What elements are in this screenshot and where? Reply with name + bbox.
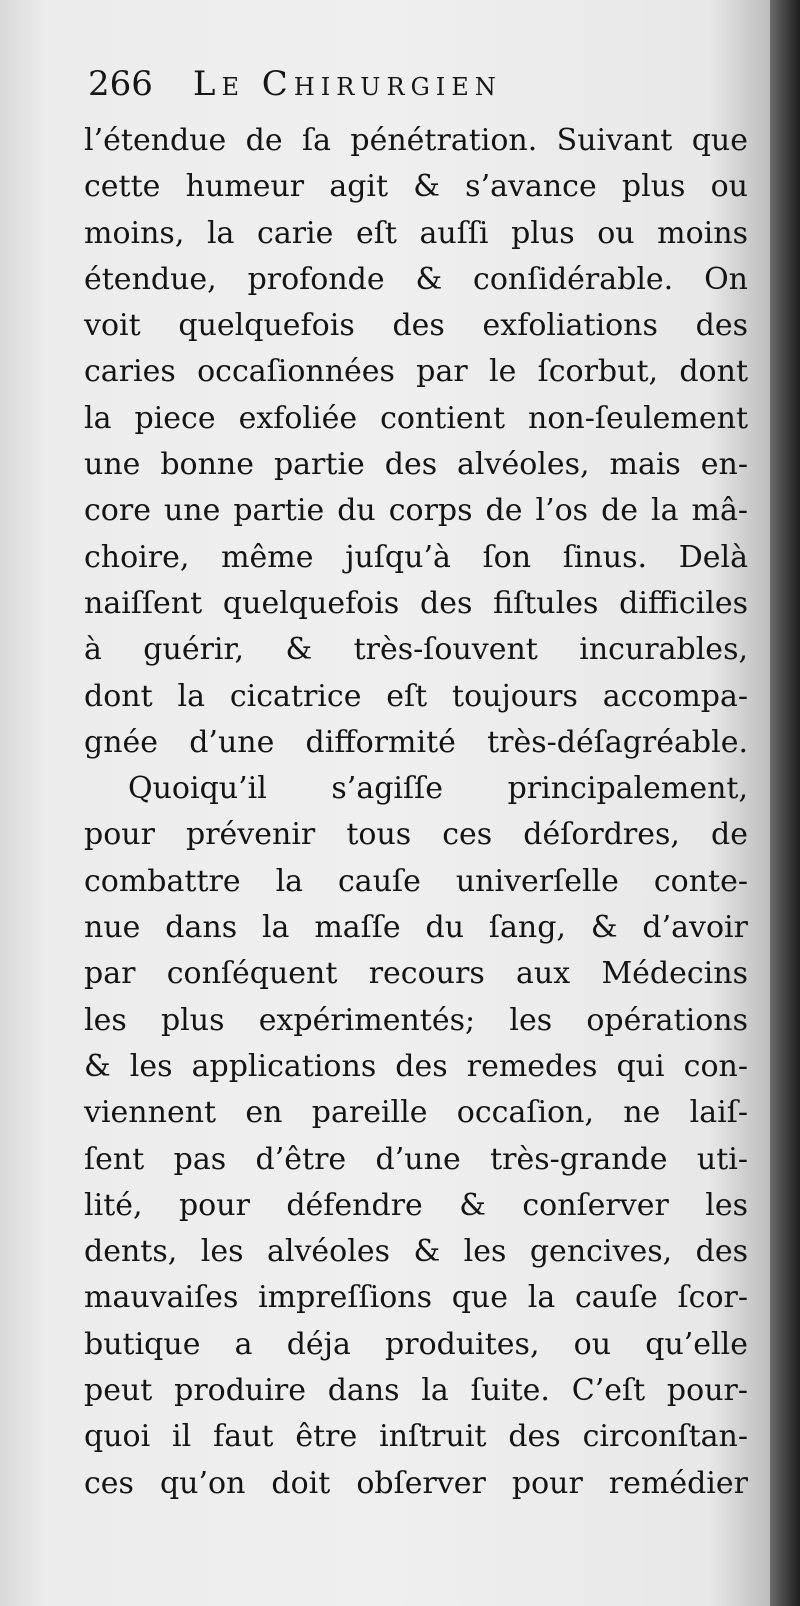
- text-line: une bonne partie des alvéoles, mais en-: [84, 447, 748, 483]
- text-line: butique a déja produites, ou qu’elle: [84, 1326, 748, 1362]
- page-number: 266: [88, 64, 153, 104]
- text-line: à guérir, & très-ſouvent incurables,: [84, 632, 748, 668]
- text-line: moins, la carie eſt auſſi plus ou moins: [84, 215, 748, 251]
- text-line: la piece exfoliée contient non-ſeulement: [84, 400, 748, 436]
- text-line: dents, les alvéoles & les gencives, des: [84, 1234, 748, 1270]
- text-line: caries occaſionnées par le ſcorbut, dont: [84, 354, 748, 390]
- text-line: core une partie du corps de l’os de la mâ-: [84, 493, 748, 529]
- text-line: par conſéquent recours aux Médecins: [84, 956, 748, 992]
- text-line: les plus expérimentés; les opérations: [84, 1002, 748, 1038]
- text-line: pour prévenir tous ces déſordres, de: [84, 817, 748, 853]
- text-line: Quoiqu’il s’agiſſe principalement,: [128, 771, 748, 807]
- text-line: étendue, profonde & conſidérable. On: [84, 261, 748, 297]
- book-gutter: [770, 0, 800, 1606]
- text-line: lité, pour défendre & conſerver les: [84, 1187, 748, 1223]
- text-line: naiſſent quelquefois des fiſtules difficiles: [84, 585, 748, 621]
- text-line: ſent pas d’être d’une très-grande uti-: [84, 1141, 748, 1177]
- text-line: combattre la cauſe univerſelle conte-: [84, 863, 748, 899]
- text-line: & les applications des remedes qui con-: [84, 1048, 748, 1084]
- body-text: [84, 118, 748, 1507]
- page-header: [88, 64, 748, 116]
- text-line: ces qu’on doit obſerver pour remédier: [84, 1465, 748, 1501]
- text-line: gnée d’une difformité très-déſagréable.: [84, 724, 748, 760]
- text-line: peut produire dans la ſuite. C’eſt pour-: [84, 1373, 748, 1409]
- text-line: quoi il faut être inſtruit des circonſtan-: [84, 1419, 748, 1455]
- text-line: viennent en pareille occaſion, ne laiſ-: [84, 1095, 748, 1131]
- text-line: dont la cicatrice eſt toujours accompa-: [84, 678, 748, 714]
- text-line: nue dans la maſſe du ſang, & d’avoir: [84, 910, 748, 946]
- text-line: voit quelquefois des exfoliations des: [84, 308, 748, 344]
- text-line: choire, même juſqu’à ſon ſinus. Delà: [84, 539, 748, 575]
- text-line: mauvaiſes impreſſions que la cauſe ſcor-: [84, 1280, 748, 1316]
- running-title: Le Chirurgien: [192, 64, 502, 104]
- text-line: l’étendue de ſa pénétration. Suivant que: [84, 123, 748, 158]
- text-line: cette humeur agit & s’avance plus ou: [84, 169, 748, 205]
